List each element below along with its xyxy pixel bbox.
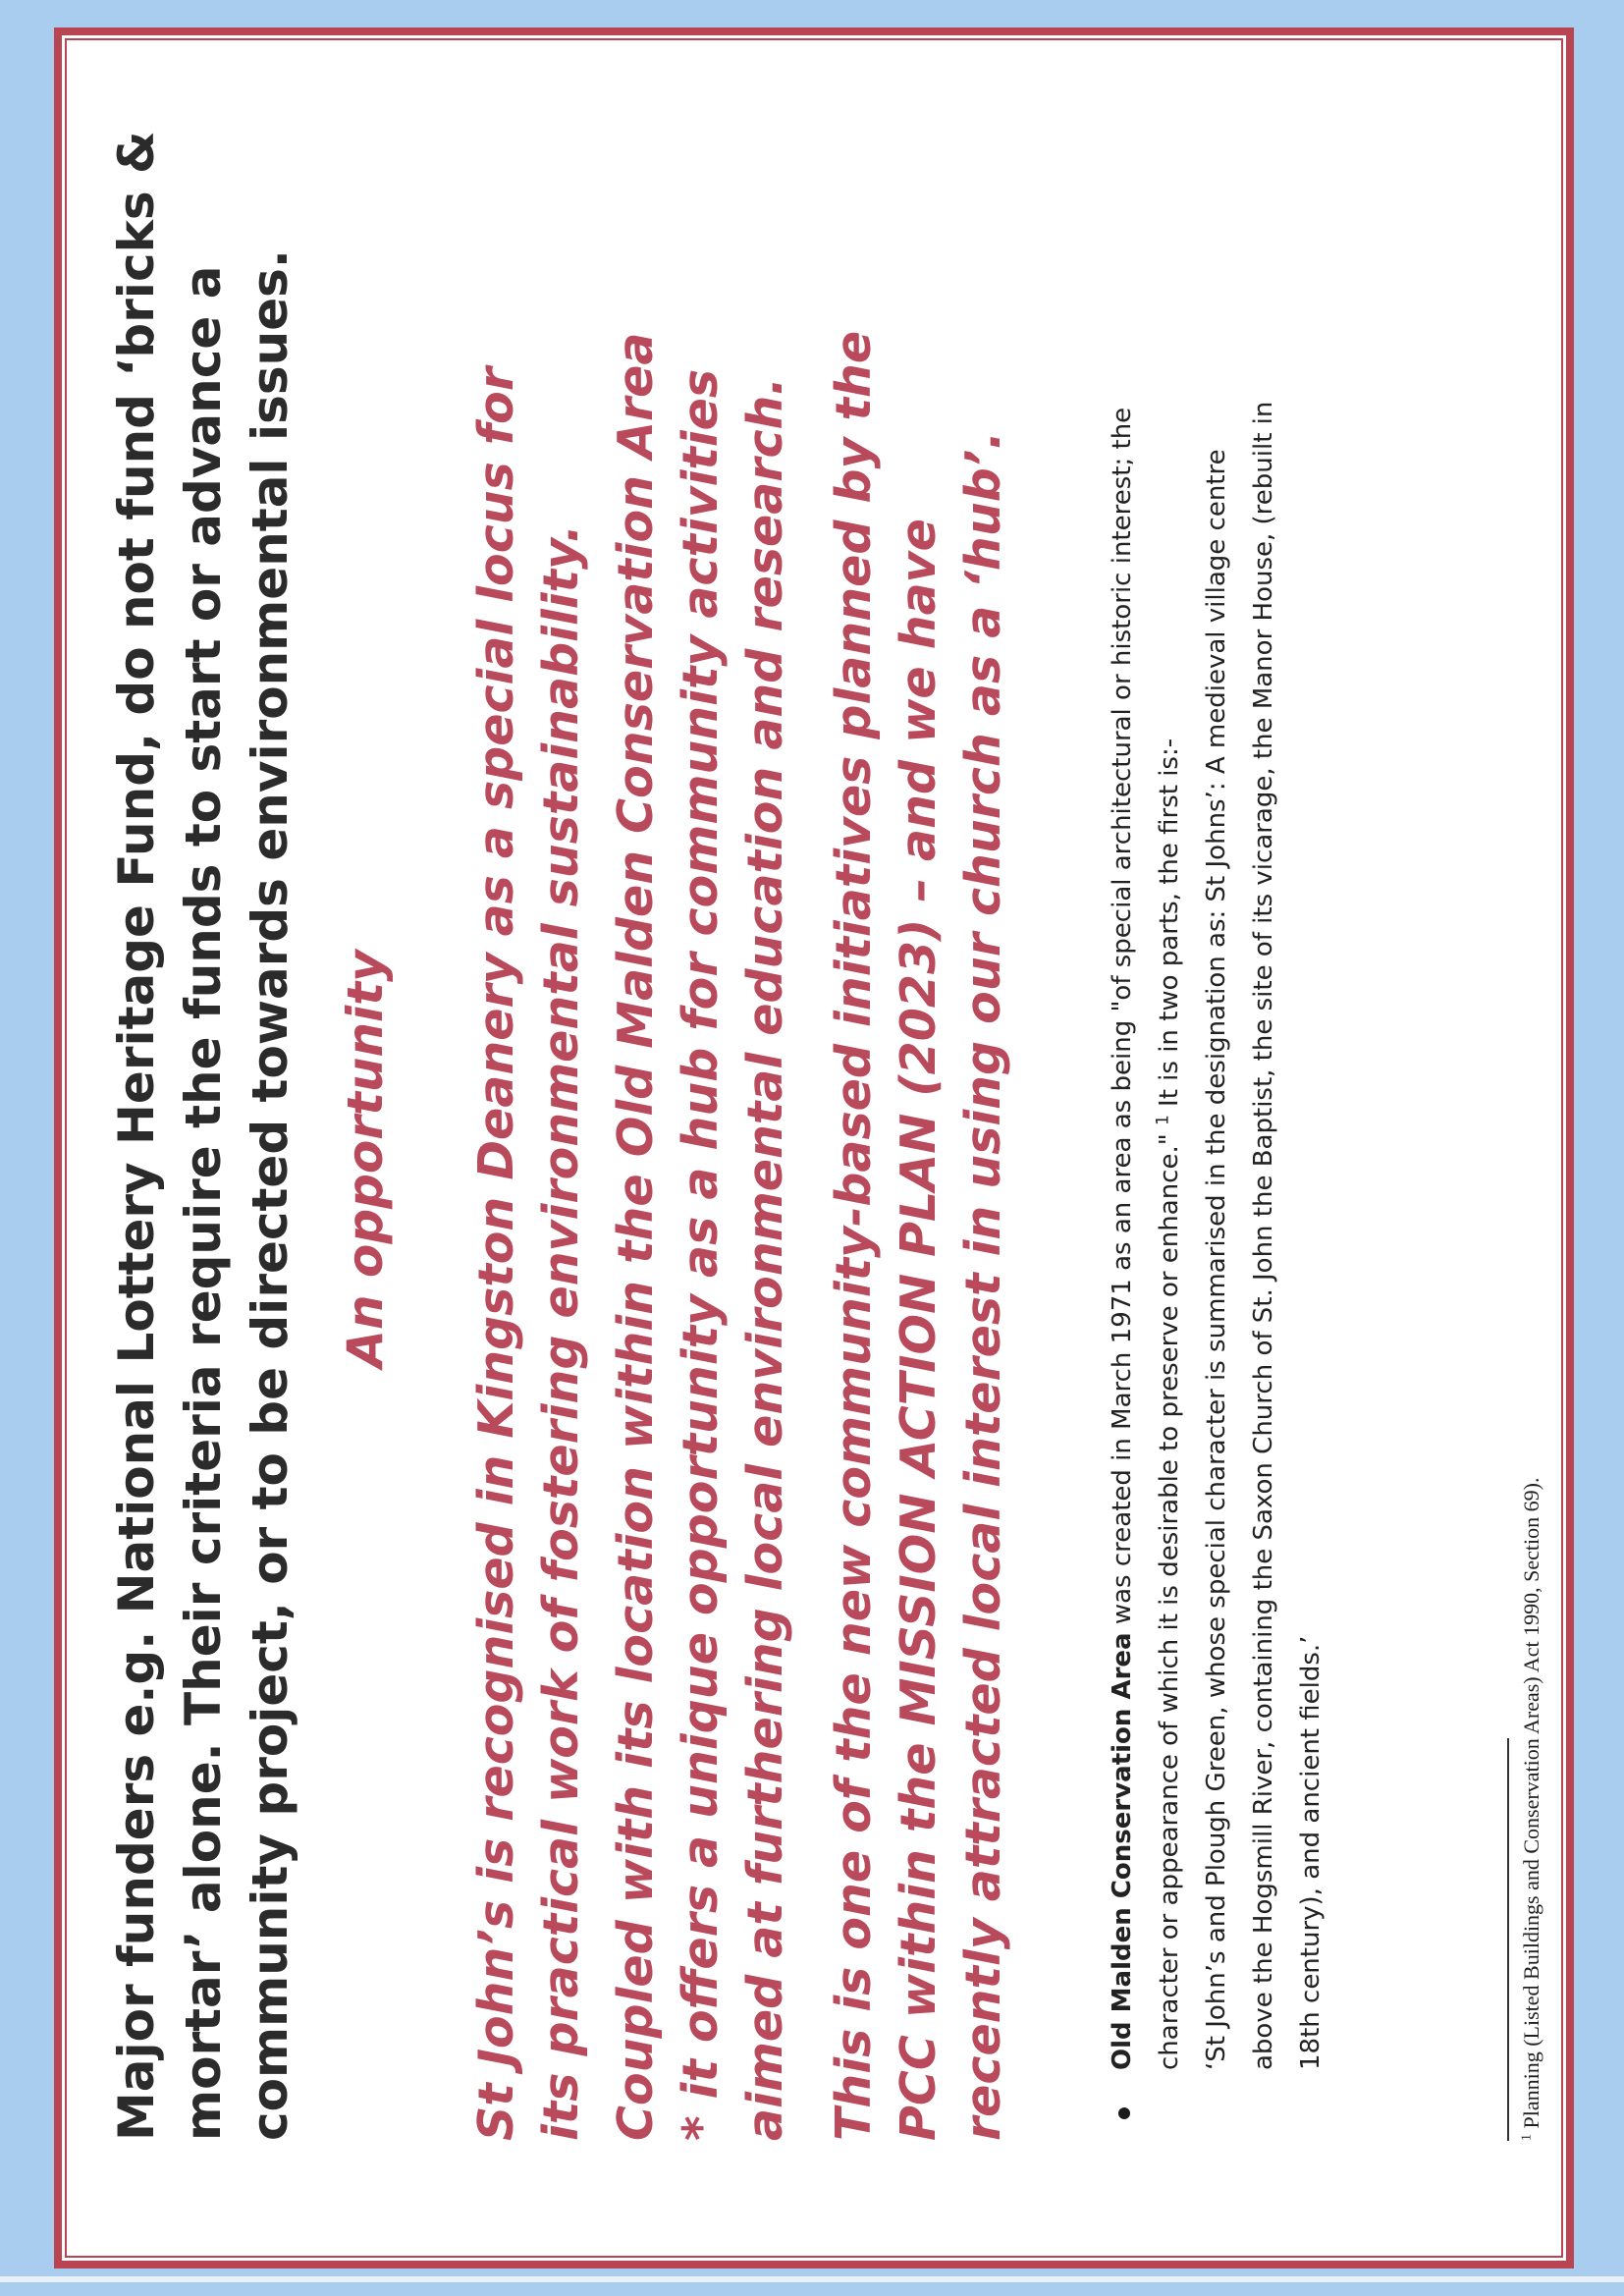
bullet-term: Old Malden Conservation Area xyxy=(1108,1632,1137,2070)
mission-paragraph: This is one of the new community-based initiatives planned by the PCC within the MISSION ACTION PLAN (2023) – and we have recently attracted local interest in using our church as a ‘hub’. xyxy=(826,330,1011,2141)
bullet-line-5: 18th century), and ancient fields.’ xyxy=(1296,1635,1326,2070)
footnote-reference: 1 xyxy=(1153,1115,1173,1126)
bullet-text xyxy=(1099,224,1334,2070)
section-heading: An opportunity xyxy=(337,950,394,1368)
conservation-paragraph: Coupled with its location within the Old Malden Conservation Area * it offers a unique opportunity as a hub for community activities aimed at furthering local environmental education and research. xyxy=(608,332,793,2141)
footnote-divider xyxy=(1507,1738,1509,2141)
bullet-line-3: ‘St John’s and Plough Green, whose special character is summarised in the designation as: St Johns’: A medieval village centre xyxy=(1202,449,1231,2070)
bullet-line-4: above the Hogsmill River, containing the Saxon Church of St. John the Baptist, the site of its vicarage, the Manor House, (rebuilt in xyxy=(1249,401,1278,2070)
bullet-line-1-text: was created in March 1971 as an area as being "of special architectural or historic interest; the xyxy=(1108,407,1137,1633)
bullet-line-2 xyxy=(1146,224,1193,2070)
page-edge-line xyxy=(0,2276,1624,2282)
recognition-paragraph: St John’s is recognised in Kingston Deanery as a special locus for its practical work of fostering environmental sustainability. xyxy=(468,366,589,2141)
footnote-number: 1 xyxy=(1519,2134,1535,2141)
intro-paragraph: Major funders e.g. National Lottery Heritage Fund, do not fund ‘bricks & mortar’ alone. Their criteria require the funds to start or advance a community project, or to be directed towards environmental issues. xyxy=(108,131,298,2141)
conservation-area-bullet xyxy=(1099,128,1334,2141)
footnote-text: Planning (Listed Buildings and Conservation Areas) Act 1990, Section 69). xyxy=(1519,1477,1543,2134)
bullet-point-icon xyxy=(1118,2107,1130,2119)
bullet-line-2-text: character or appearance of which it is desirable to preserve or enhance." xyxy=(1155,1133,1184,2070)
footnote xyxy=(1519,1478,1544,2141)
bullet-line-1 xyxy=(1099,224,1146,2070)
bullet-line-2-rest: It is in two parts, the first is:- xyxy=(1155,738,1184,1116)
rotated-page-content xyxy=(83,69,1556,2249)
